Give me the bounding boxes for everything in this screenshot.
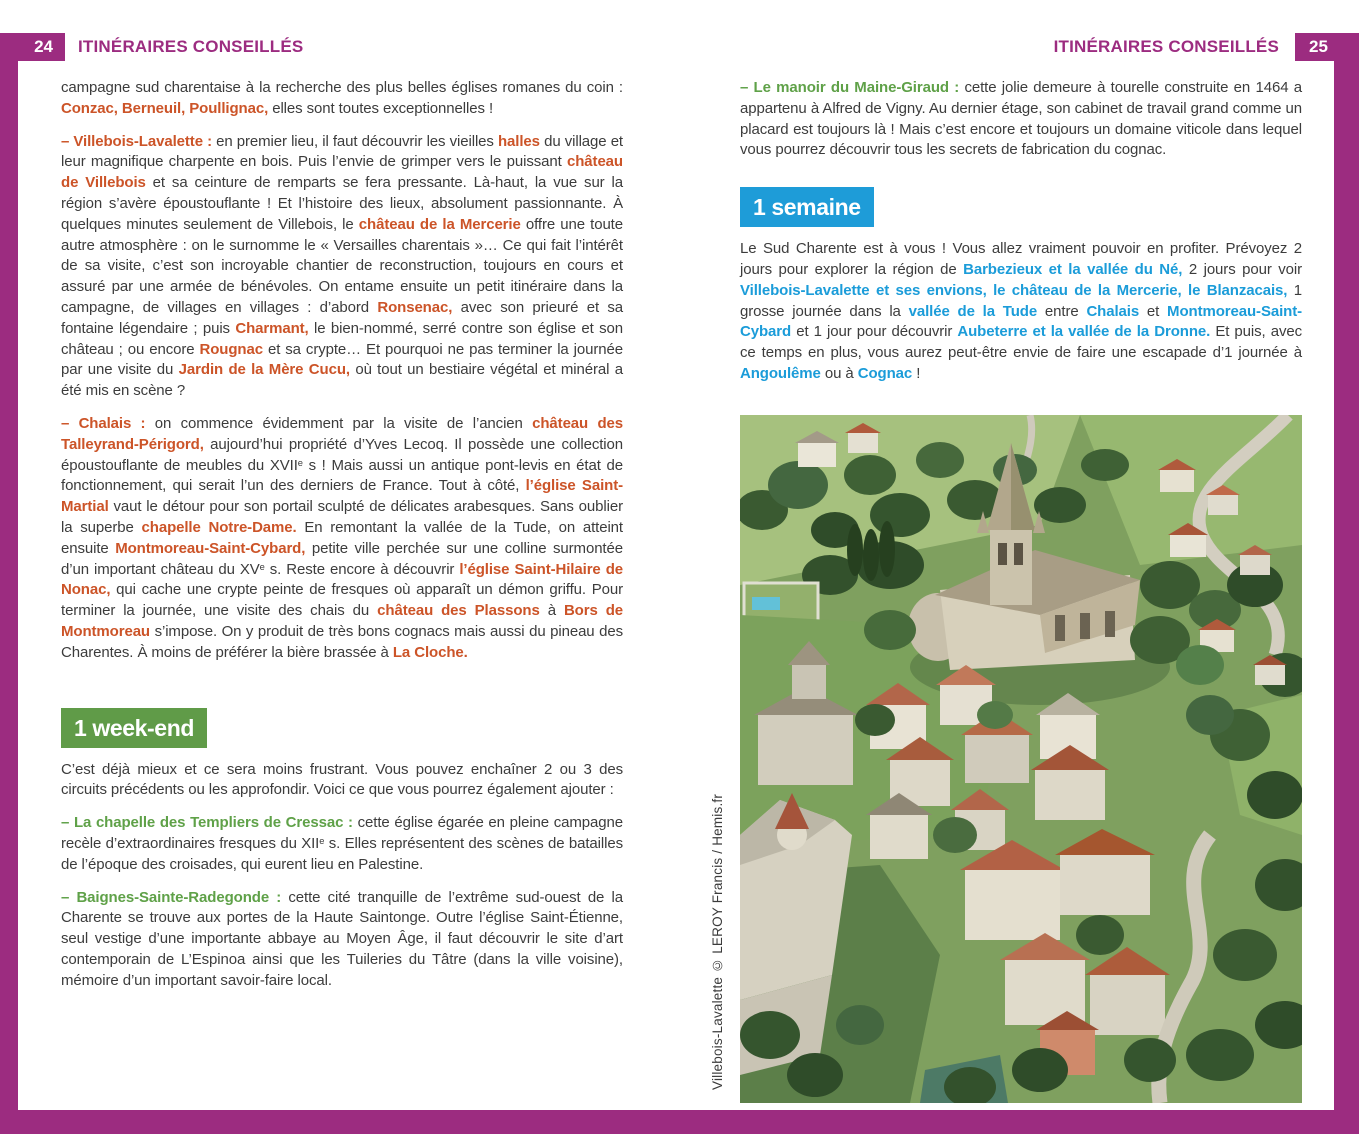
paragraph-cressac: – La chapelle des Templiers de Cressac : cette église égarée en pleine campagne recèle d’extraordinaires fresques du XIIe s. Elles représentent des scènes de batailles de l’époque des croisades, qui eurent lieu en Palestine. <box>61 814 623 873</box>
right-running-header: ITINÉRAIRES CONSEILLÉS <box>1053 37 1279 56</box>
paragraph-maine-giraud: – Le manoir du Maine-Giraud : cette jolie demeure à tourelle construite en 1464 a appartenu à Alfred de Vigny. Au dernier étage, son cabinet de travail grand comme un placard est toujours là ! Mais c’est encore et toujours un domaine viticole dans lequel vous pourrez découvrir tous les secrets de fabrication du cognac. <box>740 79 1302 159</box>
paragraph-baignes: – Baignes-Sainte-Radegonde : cette cité tranquille de l’extrême sud-ouest de la Charente se trouve aux portes de la Haute Saintonge. Outre l’église Saint-Étienne, seul vestige d’une importante abbaye au Moyen Âge, il faut découvrir le site d’art contemporain de L’Espinoa ainsi que les Tuileries du Tâtre (dans la ville voisine), mémoire d’un important savoir-faire local. <box>61 888 623 989</box>
paragraph-semaine: Le Sud Charente est à vous ! Vous allez vraiment pouvoir en profiter. Prévoyez 2 jours pour explorer la région de Barbezieux et la vallée du Né, 2 jours pour voir Villebois-Lavalette et ses envions, le château de la Mercerie, le Blanzacais, 1 grosse journée dans la vallée de la Tude entre Chalais et Montmoreau-Saint-Cybard et 1 jour pour découvrir Aubeterre et la vallée de la Dronne. Et puis, avec ce temps en plus, vous aurez peut-être envie de faire une escapade d’1 journée à Angoulême ou à Cognac ! <box>740 240 1303 382</box>
page-number-label: 25 <box>1309 37 1328 56</box>
paragraph-weekend-intro: C’est déjà mieux et ce sera moins frustrant. Vous pouvez enchaîner 2 ou 3 des circuits précédents ou les approfondir. Voici ce que vous pourrez également ajouter : <box>61 760 623 799</box>
villebois-lavalette-aerial-photo <box>740 415 1302 1103</box>
section-heading-semaine: 1 semaine <box>740 187 874 227</box>
paragraph-villebois-lavalette: – Villebois-Lavalette : en premier lieu, il faut découvrir les vieilles halles du village et leur magnifique charpente en bois. Puis l’envie de grimper vers le puissant château de Villebois et sa ceinture de remparts se fera pressante. Là-haut, la vue sur la région s’avère époustouflante ! Et l’histoire des lieux, absolument passionnante. À quelques minutes seulement de Villebois, le château de la Mercerie offre une toute autre atmosphère : on le surnomme le « Versailles charentais »… Ce qui fait l’intérêt de sa visite, c’est son incroyable chantier de reconstruction, toujours en cours et assuré par une armée de bénévoles. On entame ensuite un petit itinéraire dans la campagne, de villages en villages : d’abord Ronsenac, avec son prieuré et sa fontaine légendaire ; puis Charmant, le bien-nommé, serré contre son église et son château ; ou encore Rougnac et sa crypte… Et pourquoi ne pas terminer la journée par une visite du Jardin de la Mère Cucu, où tout un bestiaire végétal et minéral a été mis en scène ? <box>61 132 624 400</box>
section-heading-weekend: 1 week-end <box>61 708 207 748</box>
swimming-pool <box>752 597 780 610</box>
bottom-edge-band <box>0 1110 1359 1134</box>
paragraph-intro: campagne sud charentaise à la recherche des plus belles églises romanes du coin : Conzac, Berneuil, Poullignac, elles sont toutes exceptionnelles ! <box>61 79 623 117</box>
left-running-header: ITINÉRAIRES CONSEILLÉS <box>78 37 304 56</box>
left-column <box>61 78 623 1003</box>
bell-tower <box>990 525 1032 605</box>
photo-credit-caption: Villebois-Lavalette © LEROY Francis / Hemis.fr <box>710 793 725 1090</box>
left-page-edge-band <box>0 60 18 1110</box>
paragraph-chalais: – Chalais : on commence évidemment par la visite de l’ancien château des Talleyrand-Périgord, aujourd’hui propriété d’Yves Lecoq. Il possède une collection époustouflante de meubles du XVIIe s ! Mais aussi un antique pont-levis en état de fonctionnement, qui serait l’un des derniers de France. Tout à côté, l’église Saint-Martial vaut le détour pour son portail sculpté de délicates arabesques. Sans oublier la superbe chapelle Notre-Dame. En remontant la vallée de la Tude, on atteint ensuite Montmoreau-Saint-Cybard, petite ville perchée sur une colline surmontée d’un important château du XVe s. Reste encore à découvrir l’église Saint-Hilaire de Nonac, qui cache une crypte peinte de fresques où apparaît un démon griffu. Pour terminer la journée, une visite des chais du château des Plassons à Bors de Montmoreau s’impose. On y produit de très bons cognacs mais aussi du pineau des Charentes. À moins de préférer la bière brassée à La Cloche. <box>61 414 623 661</box>
right-column <box>740 78 1302 397</box>
page-number-label: 24 <box>34 37 53 56</box>
right-page-edge-band <box>1334 60 1359 1110</box>
page-number-left <box>0 33 65 61</box>
page-number-right <box>1295 33 1359 61</box>
